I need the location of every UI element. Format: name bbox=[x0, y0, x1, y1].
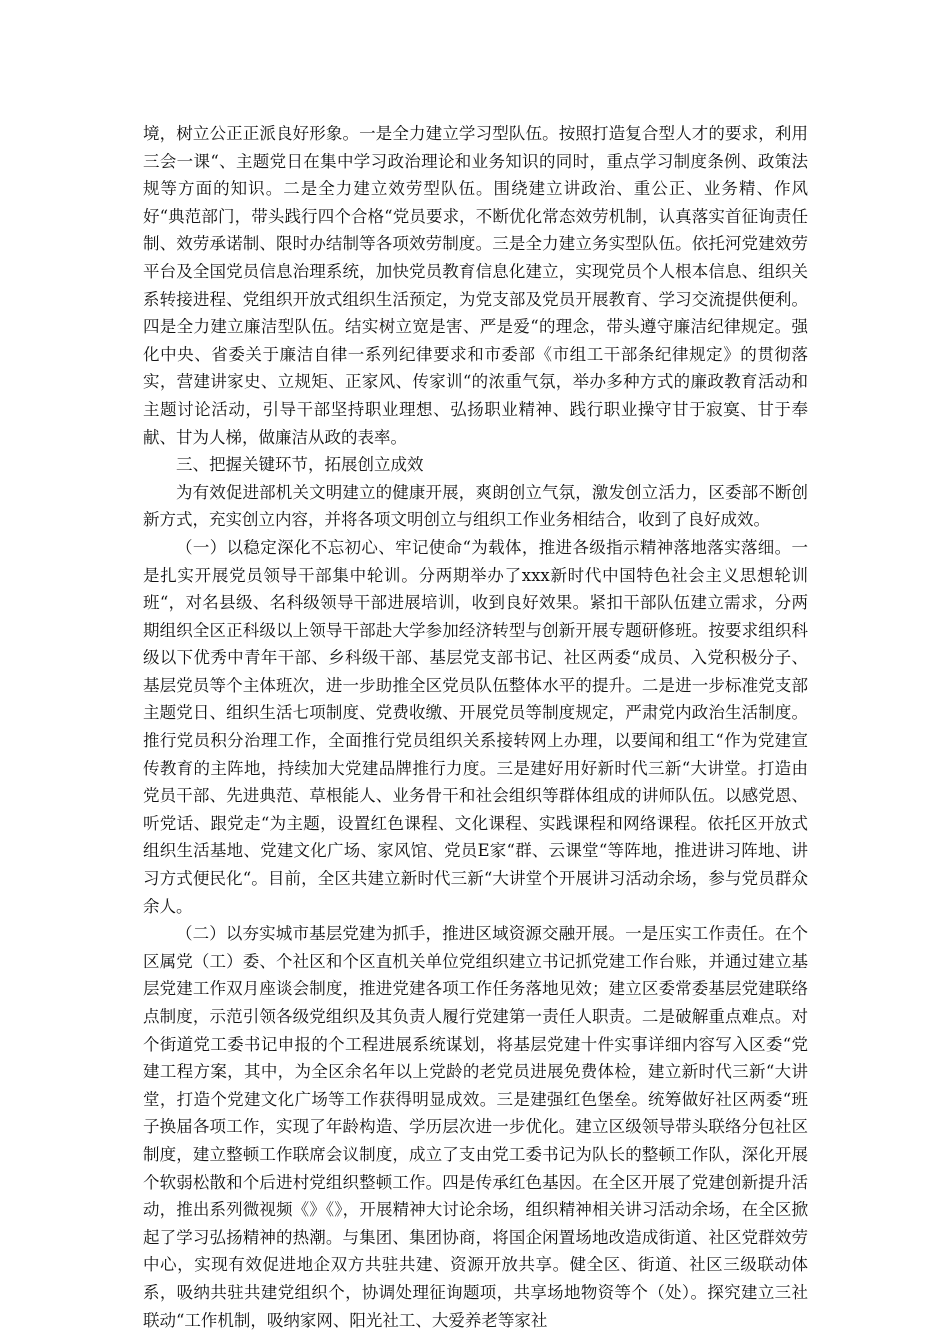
paragraph-intro: 为有效促进部机关文明建立的健康开展，爽朗创立气氛，激发创立活力，区委部不断创新方式，充实创立内容，并将各项文明创立与组织工作业务相结合，收到了良好成效。 bbox=[143, 482, 808, 530]
section-heading: 三、把握关键环节，拓展创立成效 bbox=[176, 455, 424, 475]
paragraph-continuation: 境，树立公正正派良好形象。一是全力建立学习型队伍。按照打造复合型人才的要求，利用三会一课“、主题党日在集中学习政治理论和业务知识的同时，重点学习制度条例、政策法规等方面的知识。二是全力建立效劳型队伍。围绕建立讲政治、重公正、业务精、作风好“典范部门，带头践行四个合格“党员要求，不断优化常态效劳机制，认真落实首征询责任制、效劳承诺制、限时办结制等各项效劳制度。三是全力建立务实型队伍。依托河党建效劳平台及全国党员信息治理系统，加快党员教育信息化建立，实现党员个人根本信息、组织关系转接进程、党组织开放式组织生活预定，为党支部及党员开展教育、学习交流提供便利。四是全力建立廉洁型队伍。结实树立宽是害、严是爱“的理念，带头遵守廉洁纪律规定。强化中央、省委关于廉洁自律一系列纪律要求和市委部《市组工干部条纪律规定》的贯彻落实，营建讲家史、立规矩、正家风、传家训“的浓重气氛，举办多种方式的廉政教育活动和主题讨论活动，引导干部坚持职业理想、弘扬职业精神、践行职业操守甘于寂寞、甘于奉献、甘为人梯，做廉洁从政的表率。 bbox=[143, 124, 808, 447]
paragraph-item-one: （一）以稳定深化不忘初心、牢记使命“为载体，推进各级指示精神落地落实落细。一是扎实开展党员领导干部集中轮训。分两期举办了xxx新时代中国特色社会主义思想轮训班“，对名县级、名科级领导干部进展培训，收到良好效果。紧扣干部队伍建立需求，分两期组织全区正科级以上领导干部赴大学参加经济转型与创新开展专题研修班。按要求组织科级以下优秀中青年干部、乡科级干部、基层党支部书记、社区两委“成员、入党积极分子、基层党员等个主体班次，进一步助推全区党员队伍整体水平的提升。二是进一步标准党支部主题党日、组织生活七项制度、党费收缴、开展党员等制度规定，严肃党内政治生活制度。推行党员积分治理工作，全面推行党员组织关系接转网上办理，以要闻和组工“作为党建宣传教育的主阵地，持续加大党建品牌推行力度。三是建好用好新时代三新“大讲堂。打造由党员干部、先进典范、草根能人、业务骨干和社会组织等群体组成的讲师队伍。以感党恩、听党话、跟党走“为主题，设置红色课程、文化课程、实践课程和网络课程。依托区开放式组织生活基地、党建文化广场、家风馆、党员E家“群、云课堂“等阵地，推进讲习阵地、讲习方式便民化“。目前，全区共建立新时代三新“大讲堂个开展讲习活动余场，参与党员群众余人。 bbox=[143, 537, 808, 916]
document-body bbox=[143, 120, 808, 1334]
paragraph-item-two: （二）以夯实城市基层党建为抓手，推进区域资源交融开展。一是压实工作责任。在个区属党（工）委、个社区和个区直机关单位党组织建立书记抓党建工作台账，并通过建立基层党建工作双月座谈会制度，推进党建各项工作任务落地见效；建立区委常委基层党建联络点制度，示范引领各级党组织及其负责人履行党建第一责任人职责。二是破解重点难点。对个街道党工委书记申报的个工程进展系统谋划，将基层党建十件实事详细内容写入区委“党建工程方案，其中，为全区余名年以上党龄的老党员进展免费体检，建立新时代三新“大讲堂，打造个党建文化广场等工作获得明显成效。三是建强红色堡垒。统筹做好社区两委“班子换届各项工作，实现了年龄构造、学历层次进一步优化。建立区级领导带头联络分包社区制度，建立整顿工作联席会议制度，成立了支由党工委书记为队长的整顿工作队，深化开展个软弱松散和个后进村党组织整顿工作。四是传承红色基因。在全区开展了党建创新提升活动，推出系列微视频《》《》，开展精神大讨论余场，组织精神相关讲习活动余场，在全区掀起了学习弘扬精神的热潮。与集团、集团协商，将国企闲置场地改造成街道、社区党群效劳中心，实现有效促进地企双方共驻共建、资源开放共享。健全区、街道、社区三级联动体系，吸纳共驻共建党组织个，协调处理征询题项，共享场地物资等个（处）。探究建立三社联动“工作机制，吸纳家网、阳光社工、大爱养老等家社 bbox=[143, 924, 808, 1330]
